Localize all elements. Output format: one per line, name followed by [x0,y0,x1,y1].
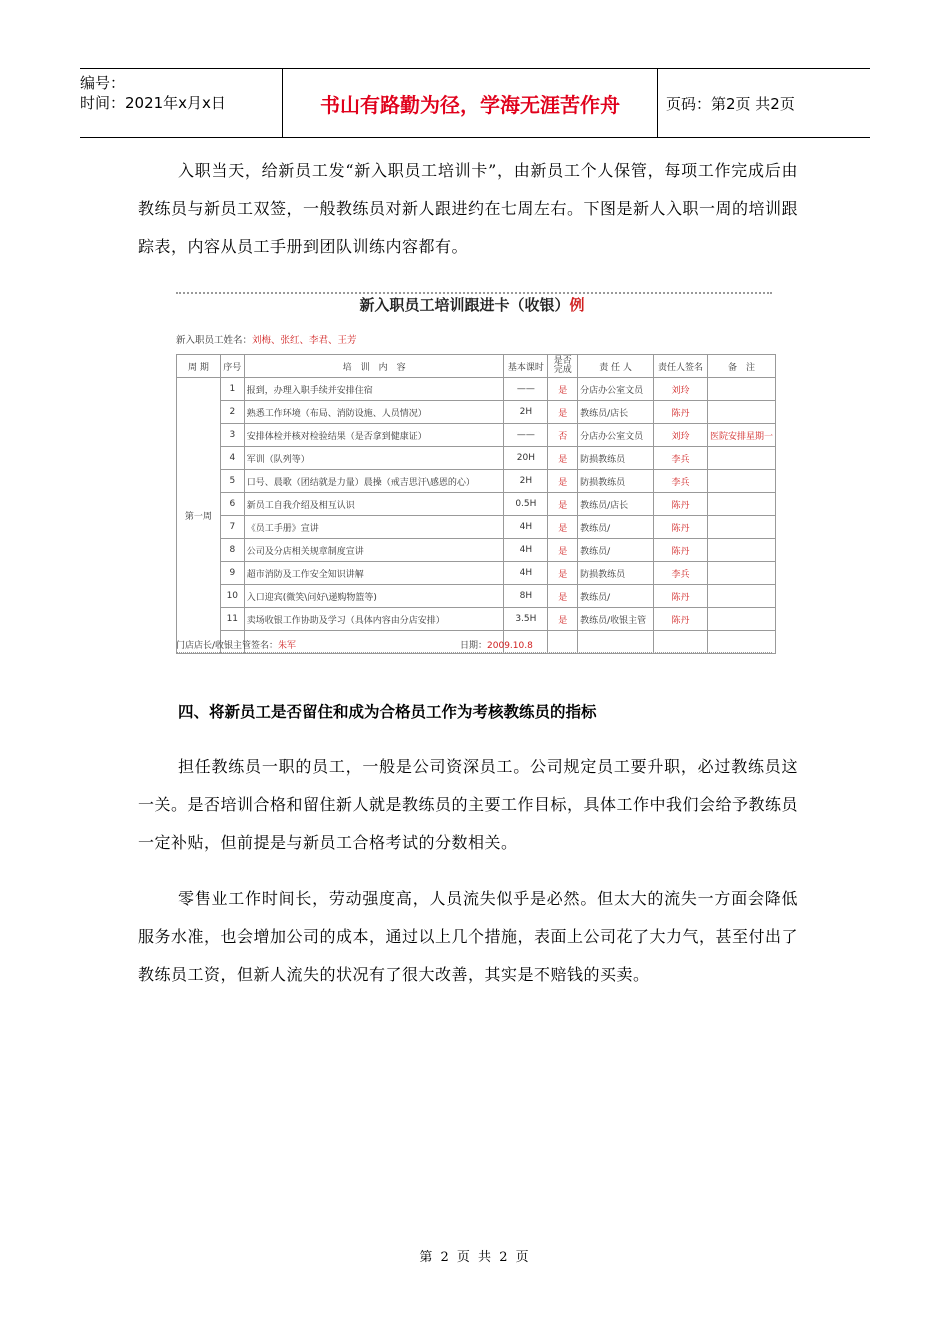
table-row [177,493,776,516]
remark [707,447,775,470]
base-hours: 0.5H [504,493,548,516]
completed: 是 [548,401,578,424]
document-date: 时间：2021年x月x日 [80,94,226,112]
responsible-person: 教练员/店长 [578,401,654,424]
training-content: 公司及分店相关规章制度宣讲 [244,539,504,562]
responsible-person: 防损教练员 [578,562,654,585]
row-number: 8 [220,539,244,562]
document-number: 编号： [80,74,126,92]
card-title-example: 例 [569,296,585,314]
card-signature [176,638,296,651]
row-number: 1 [220,378,244,401]
card-title-text: 新入职员工培训跟进卡（收银） [359,296,570,314]
completed: 是 [548,585,578,608]
completed: 是 [548,470,578,493]
base-hours: 20H [504,447,548,470]
table-row [177,401,776,424]
completed: 是 [548,562,578,585]
remark [707,401,775,424]
responsible-signature: 刘玲 [654,424,708,447]
responsible-person: 教练员/收银主管 [578,608,654,631]
remark [707,378,775,401]
completed: 是 [548,608,578,631]
blank-cell [578,631,654,654]
column-header: 周 期 [177,355,221,378]
completed: 是 [548,447,578,470]
remark [707,516,775,539]
table-row [177,378,776,401]
paragraph-retail: 零售业工作时间长，劳动强度高，人员流失似乎是必然。但太大的流失一方面会降低服务水准，也会增加公司的成本，通过以上几个措施，表面上公司花了大力气，甚至付出了教练员工资，但新人流失的状况有了很大改善，其实是不赔钱的买卖。 [138,889,799,984]
column-header: 培 训 内 容 [244,355,504,378]
table-row [177,562,776,585]
responsible-person: 分店办公室文员 [578,424,654,447]
base-hours: 4H [504,539,548,562]
training-content: 《员工手册》宣讲 [244,516,504,539]
responsible-signature: 李兵 [654,470,708,493]
row-number: 4 [220,447,244,470]
remark [707,608,775,631]
row-number: 3 [220,424,244,447]
training-content: 报到，办理入职手续并安排住宿 [244,378,504,401]
remark [707,470,775,493]
table-row [177,424,776,447]
base-hours: 2H [504,401,548,424]
card-date-label: 日期： [460,641,488,651]
responsible-person: 教练员/ [578,516,654,539]
base-hours: 8H [504,585,548,608]
signature-label: 门店店长/收银主管签名： [176,641,279,651]
remark: 医院安排星期一 [707,424,775,447]
paragraph-coach: 担任教练员一职的员工，一般是公司资深员工。公司规定员工要升职，必过教练员这一关。是否培训合格和留住新人就是教练员的主要工作目标，具体工作中我们会给予教练员一定补贴，但前提是与新员工合格考试的分数相关。 [138,757,799,852]
row-number: 6 [220,493,244,516]
signature-value: 朱军 [278,641,297,651]
training-content: 安排体检并核对检验结果（是否拿到健康证） [244,424,504,447]
page-footer: 第 2 页 共 2 页 [419,1250,531,1265]
responsible-signature: 李兵 [654,447,708,470]
table-row [177,608,776,631]
responsible-signature: 陈丹 [654,516,708,539]
page-header [80,68,870,138]
responsible-person: 分店办公室文员 [578,378,654,401]
section-heading-4: 四、将新员工是否留住和成为合格员工作为考核教练员的指标 [178,703,597,721]
remark [707,562,775,585]
training-content: 熟悉工作环境（布局、消防设施、人员情况） [244,401,504,424]
column-header: 是否完成 [548,355,578,378]
completed: 是 [548,378,578,401]
base-hours: 4H [504,516,548,539]
period-cell: 第一周 [177,378,221,654]
card-date [460,638,533,651]
responsible-person: 教练员/店长 [578,493,654,516]
completed: 是 [548,493,578,516]
card-date-value: 2009.10.8 [487,641,533,651]
completed: 是 [548,516,578,539]
table-row [177,585,776,608]
row-number: 11 [220,608,244,631]
row-number: 9 [220,562,244,585]
remark [707,539,775,562]
column-header: 基本课时 [504,355,548,378]
completed: 是 [548,539,578,562]
table-row [177,539,776,562]
trainee-names-label: 新入职员工姓名： [176,335,253,346]
training-content: 入口迎宾(微笑\问好\递购物篮等) [244,585,504,608]
responsible-person: 防损教练员 [578,447,654,470]
column-header: 序号 [220,355,244,378]
card-title [172,294,772,315]
blank-cell [654,631,708,654]
training-card-image [172,288,776,656]
table-header-row [177,355,776,378]
training-content: 超市消防及工作安全知识讲解 [244,562,504,585]
training-content: 口号、晨歌（团结就是力量）晨操（戒吉思汗\感恩的心） [244,470,504,493]
responsible-signature: 陈丹 [654,401,708,424]
training-content: 新员工自我介绍及相互认识 [244,493,504,516]
base-hours: 4H [504,562,548,585]
header-meta [80,69,280,141]
table-row [177,470,776,493]
row-number: 5 [220,470,244,493]
trainee-names-value: 刘梅、张红、李君、王芳 [252,335,357,346]
responsible-signature: 李兵 [654,562,708,585]
base-hours: 3.5H [504,608,548,631]
remark [707,585,775,608]
trainee-names [176,332,357,346]
responsible-person: 防损教练员 [578,470,654,493]
remark [707,493,775,516]
header-motto: 书山有路勤为径，学海无涯苦作舟 [282,69,658,137]
paragraph-intro: 入职当天，给新员工发“新入职员工培训卡”，由新员工个人保管，每项工作完成后由教练员与新员工双签，一般教练员对新人跟进约在七周左右。下图是新人入职一周的培训跟踪表，内容从员工手册到团队训练内容都有。 [138,161,799,256]
training-table [176,354,776,654]
row-number: 7 [220,516,244,539]
responsible-signature: 陈丹 [654,493,708,516]
blank-cell [707,631,775,654]
responsible-signature: 刘玲 [654,378,708,401]
responsible-signature: 陈丹 [654,608,708,631]
responsible-signature: 陈丹 [654,539,708,562]
column-header: 责任人签名 [654,355,708,378]
card-bottom-border [176,652,772,653]
row-number: 10 [220,585,244,608]
training-content: 卖场收银工作协助及学习（具体内容由分店安排） [244,608,504,631]
column-header: 备 注 [707,355,775,378]
row-number: 2 [220,401,244,424]
responsible-signature: 陈丹 [654,585,708,608]
training-content: 军训（队列等） [244,447,504,470]
base-hours: —— [504,378,548,401]
base-hours: —— [504,424,548,447]
completed: 否 [548,424,578,447]
table-row [177,447,776,470]
responsible-person: 教练员/ [578,539,654,562]
header-page-number: 页码：第2页 共2页 [666,94,795,113]
base-hours: 2H [504,470,548,493]
responsible-person: 教练员/ [578,585,654,608]
table-row [177,516,776,539]
blank-cell [548,631,578,654]
column-header: 责 任 人 [578,355,654,378]
